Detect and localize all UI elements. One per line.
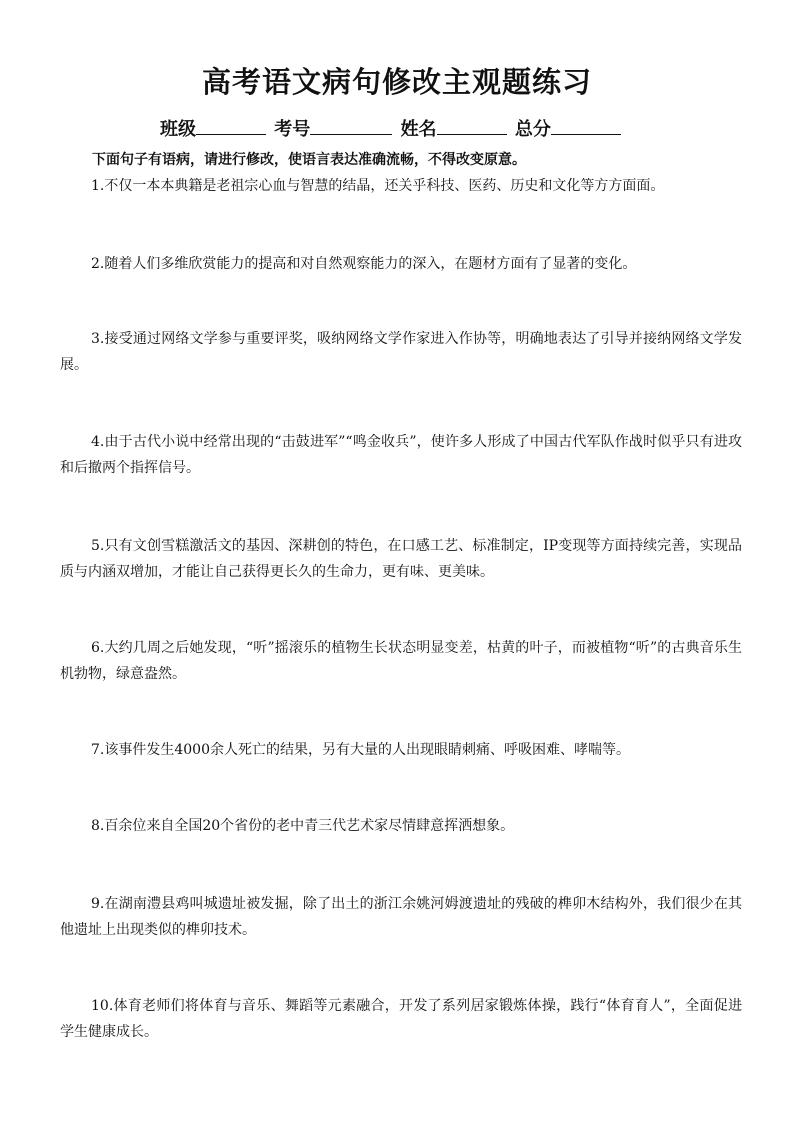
question-item: 6.大约几周之后她发现，“听”摇滚乐的植物生长状态明显变差，枯黄的叶子，而被植物“听”的古典音乐生机勃物，绿意盎然。 [60, 640, 742, 682]
worksheet-title: 高考语文病句修改主观题练习 [201, 65, 592, 99]
score-blank [551, 114, 621, 135]
name-blank [437, 114, 507, 135]
name-label: 姓名 [400, 119, 437, 140]
exam-number-label: 考号 [274, 119, 311, 140]
question-item: 10.体育老师们将体育与音乐、舞蹈等元素融合，开发了系列居家锻炼体操，践行“体育育人”，全面促进学生健康成长。 [60, 998, 742, 1040]
question-item: 8.百余位来自全国20个省份的老中青三代艺术家尽情肆意挥洒想象。 [91, 818, 515, 834]
class-label: 班级 [160, 119, 196, 140]
question-item: 5.只有文创雪糕激活文的基因、深耕创的特色，在口感工艺、标准制定，IP变现等方面持续完善，实现品质与内涵双增加，才能让自己获得更长久的生命力，更有味、更美味。 [60, 538, 742, 580]
exam-number-blank [310, 114, 392, 135]
question-item: 4.由于古代小说中经常出现的“击鼓进军”“鸣金收兵”，使许多人形成了中国古代军队作战时似乎只有进攻和后撤两个指挥信号。 [60, 434, 742, 476]
question-item: 2.随着人们多维欣赏能力的提高和对自然观察能力的深入，在题材方面有了显著的变化。 [91, 256, 637, 272]
question-item: 3.接受通过网络文学参与重要评奖，吸纳网络文学作家进入作协等，明确地表达了引导并接纳网络文学发展。 [60, 331, 742, 373]
question-item: 9.在湖南澧县鸡叫城遗址被发掘，除了出土的浙江余姚河姆渡遗址的残破的榫卯木结构外，我们很少在其他遗址上出现类似的榫卯技术。 [60, 896, 742, 938]
score-label: 总分 [514, 119, 551, 140]
class-blank [196, 114, 266, 135]
instructions: 下面句子有语病，请进行修改，使语言表达准确流畅，不得改变原意。 [92, 152, 526, 168]
student-info-row [160, 114, 623, 142]
question-item: 1.不仅一本本典籍是老祖宗心血与智慧的结晶，还关乎科技、医药、历史和文化等方方面面。 [91, 178, 665, 194]
question-item: 7.该事件发生4000余人死亡的结果，另有大量的人出现眼睛刺痛、呼吸困难、哮喘等。 [91, 742, 630, 758]
